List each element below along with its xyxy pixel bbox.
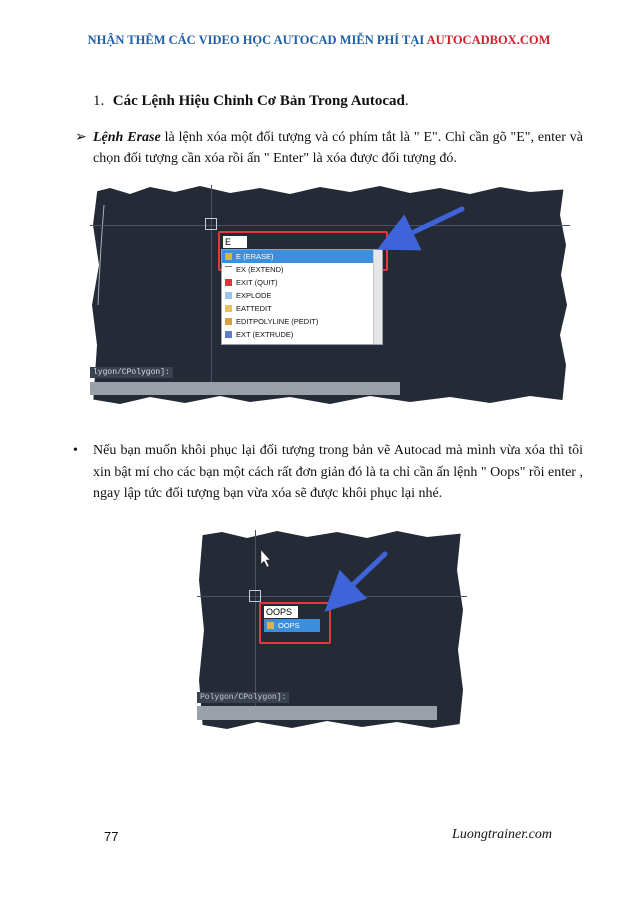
command-line-prompt: lygon/CPolygon]:: [90, 367, 173, 378]
suggestion-extrude[interactable]: EXT (EXTRUDE): [222, 328, 382, 341]
header-brand-link[interactable]: AUTOCADBOX.COM: [426, 33, 551, 47]
suggestion-eattedit[interactable]: EATTEDIT: [222, 302, 382, 315]
command-line-bar-2[interactable]: [197, 706, 437, 720]
erase-screenshot: [90, 185, 570, 405]
erase-paragraph-text: là lệnh xóa một đối tượng và có phím tắt là " E". Chỉ cần gõ "E", enter và chọn đối tượng cần xóa rồi ấn " Enter" là xóa được đối tượng đó.: [93, 130, 583, 166]
suggestion-exit[interactable]: EXIT (QUIT): [222, 276, 382, 289]
erase-command-name: Lệnh Erase: [93, 130, 161, 145]
suggestion-oops[interactable]: OOPS: [264, 619, 320, 632]
section-title-end: .: [404, 93, 409, 109]
page-number: 77: [104, 829, 119, 844]
command-line-prompt-2: Polygon/CPolygon]:: [197, 692, 289, 703]
header-text: NHẬN THÊM CÁC VIDEO HỌC AUTOCAD MIỄN PHÍ TẠI: [87, 33, 427, 47]
oops-paragraph-text: Nếu bạn muốn khôi phục lại đối tượng trong bản vẽ Autocad mà mình vừa xóa thì tôi xin bật mí cho các bạn một cách rất đơn giản đó là ta chỉ cần ấn lệnh " Oops" rồi enter , ngay lập tức đối tượng bạn vừa xóa sẽ được khôi phục lại nhé.: [93, 443, 583, 501]
erase-paragraph: [75, 128, 583, 169]
footer-site-link[interactable]: Luongtrainer.com: [452, 827, 552, 842]
oops-screenshot: [197, 530, 467, 730]
arrow-bullet-icon: ➢: [75, 130, 87, 145]
command-line-bar[interactable]: [90, 382, 400, 395]
suggestion-explode[interactable]: EXPLODE: [222, 289, 382, 302]
suggestion-erase[interactable]: E (ERASE): [222, 250, 382, 263]
oops-paragraph: [73, 440, 583, 505]
section-heading: [93, 93, 409, 110]
command-input[interactable]: E: [223, 236, 247, 248]
suggestion-extend[interactable]: EX (EXTEND): [222, 263, 382, 276]
suggestion-pedit[interactable]: EDITPOLYLINE (PEDIT): [222, 315, 382, 328]
section-title: Các Lệnh Hiệu Chỉnh Cơ Bản Trong Autocad: [112, 93, 405, 109]
section-number: 1.: [93, 93, 105, 109]
page-header: [0, 33, 638, 48]
dot-bullet-icon: •: [73, 443, 78, 458]
command-input-2[interactable]: OOPS: [264, 606, 298, 618]
